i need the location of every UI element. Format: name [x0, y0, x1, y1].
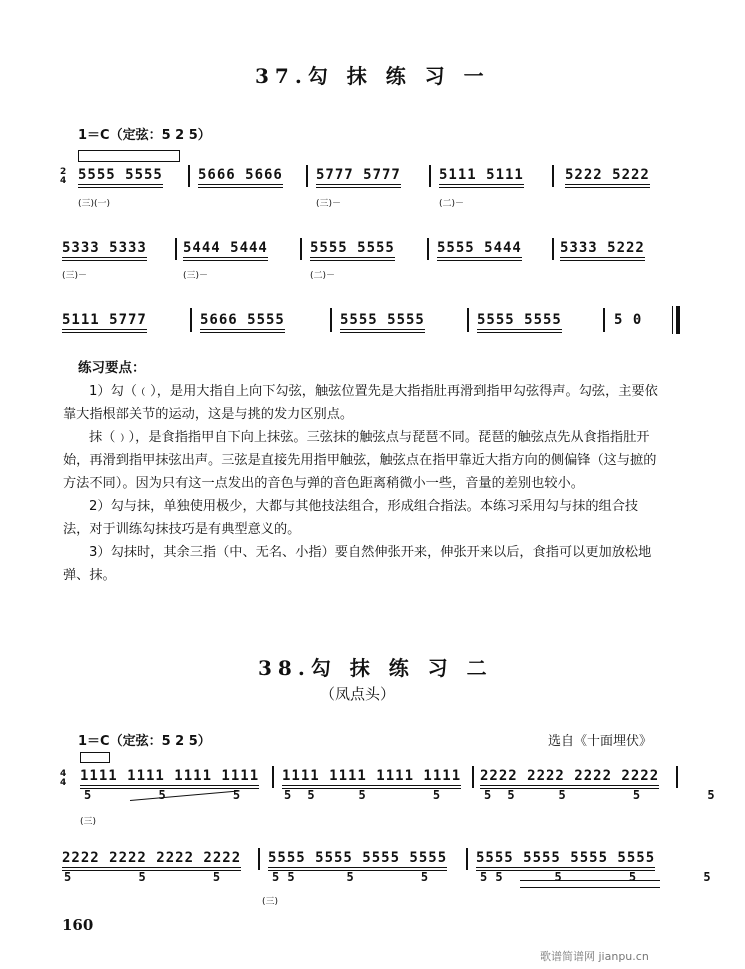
point-1: 1）勾（﹙），是用大指自上向下勾弦，触弦位置先是大指指肚再滑到指甲勾弦得声。勾弦，主要依靠大指根部关节的运动，这是与挑的发力区别点。 — [63, 384, 658, 422]
exercise-37-key: 1＝C（定弦：5 2 5） — [78, 128, 211, 143]
string-mark: (二)－ — [439, 199, 465, 209]
string-mark: (三) — [80, 817, 97, 827]
barline — [175, 238, 177, 260]
measure: 1111 1111 1111 1111 — [282, 768, 461, 789]
measure: 5555 5555 5555 5555 — [476, 850, 655, 871]
string-mark: (二)－ — [310, 271, 336, 281]
measure: 5333 5222 — [560, 240, 645, 261]
page-number: 160 — [62, 916, 94, 934]
barline — [306, 165, 308, 187]
exercise-37-title: 37.勾 抹 练 习 一 — [255, 64, 490, 88]
barline — [272, 766, 274, 788]
bass-line: 5 5 5 5 — [480, 870, 741, 884]
measure: 2222 2222 2222 2222 — [480, 768, 659, 789]
measure: 5444 5444 — [183, 240, 268, 261]
string-mark: (三)－ — [316, 199, 342, 209]
measure: 5111 5111 — [439, 167, 524, 188]
measure: 5555 5555 5555 5555 — [268, 850, 447, 871]
barline — [552, 238, 554, 260]
barline — [467, 308, 469, 332]
bass-line: 5 5 5 5 — [284, 788, 545, 802]
barline — [552, 165, 554, 187]
final-measure: 5 0 — [614, 312, 643, 328]
string-mark: (三)－ — [62, 271, 88, 281]
string-mark: (三)(一) — [78, 199, 111, 209]
time-signature: 4 4 — [60, 769, 67, 788]
exercise-38-source: 选自《十面埋伏》 — [548, 734, 653, 749]
time-signature: 2 4 — [60, 167, 67, 186]
barline — [676, 766, 678, 788]
barline — [258, 848, 260, 870]
watermark: 歌谱简谱网 jianpu.cn — [540, 950, 649, 963]
crescendo-mark — [520, 880, 660, 888]
point-1b: 抹（﹚），是食指指甲自下向上抹弦。三弦抹的触弦点与琵琶不同。琵琶的触弦点先从食指指肚开始，再滑到指甲抹弦出声。三弦是直接先用指甲触弦，触弦点在指甲靠近大指方向的侧偏锋（这与摭的方法不同）。因为只有这一点发出的音色与弹的音色距离稍微小一些，音量的差别也较小。 — [63, 430, 657, 491]
barline — [300, 238, 302, 260]
point-3: 3）勾抹时，其余三指（中、无名、小指）要自然伸张开来，伸张开来以后，食指可以更加放松地弹、抹。 — [63, 545, 652, 583]
exercise-38-subtitle: （凤点头） — [320, 685, 396, 703]
barline — [188, 165, 190, 187]
bass-line: 5 5 5 5 — [64, 870, 325, 884]
measure: 5555 5555 — [340, 312, 425, 333]
measure: 5111 5777 — [62, 312, 147, 333]
measure: 5222 5222 — [565, 167, 650, 188]
barline — [603, 308, 605, 332]
measure: 5666 5555 — [200, 312, 285, 333]
measure: 5777 5777 — [316, 167, 401, 188]
measure: 2222 2222 2222 2222 — [62, 850, 241, 871]
practice-points — [63, 380, 663, 587]
barline — [427, 238, 429, 260]
point-2: 2）勾与抹，单独使用极少，大都与其他技法组合，形成组合指法。本练习采用勾与抹的组合技法，对于训练勾抹技巧是有典型意义的。 — [63, 499, 639, 537]
barline — [466, 848, 468, 870]
bowing-bracket — [80, 752, 110, 763]
measure: 1111 1111 1111 1111 — [80, 768, 259, 789]
exercise-38-key: 1＝C（定弦：5 2 5） — [78, 734, 211, 749]
string-mark: (三) — [262, 897, 279, 907]
barline — [472, 766, 474, 788]
final-barline-thick — [676, 306, 680, 334]
measure: 5333 5333 — [62, 240, 147, 261]
measure: 5666 5666 — [198, 167, 283, 188]
bowing-bracket — [78, 150, 180, 162]
barline — [330, 308, 332, 332]
measure: 5555 5555 — [310, 240, 395, 261]
string-mark: (三)－ — [183, 271, 209, 281]
exercise-38-title: 38.勾 抹 练 习 二 — [258, 656, 493, 680]
bass-line: 5 5 5 5 — [84, 788, 345, 802]
bass-line: 5 5 5 5 — [272, 870, 533, 884]
points-heading: 练习要点： — [78, 360, 146, 376]
measure: 5555 5444 — [437, 240, 522, 261]
measure: 5555 5555 — [78, 167, 163, 188]
barline — [429, 165, 431, 187]
bass-line: 5 5 5 5 — [484, 788, 745, 802]
measure: 5555 5555 — [477, 312, 562, 333]
barline — [190, 308, 192, 332]
final-barline-thin — [672, 306, 673, 334]
